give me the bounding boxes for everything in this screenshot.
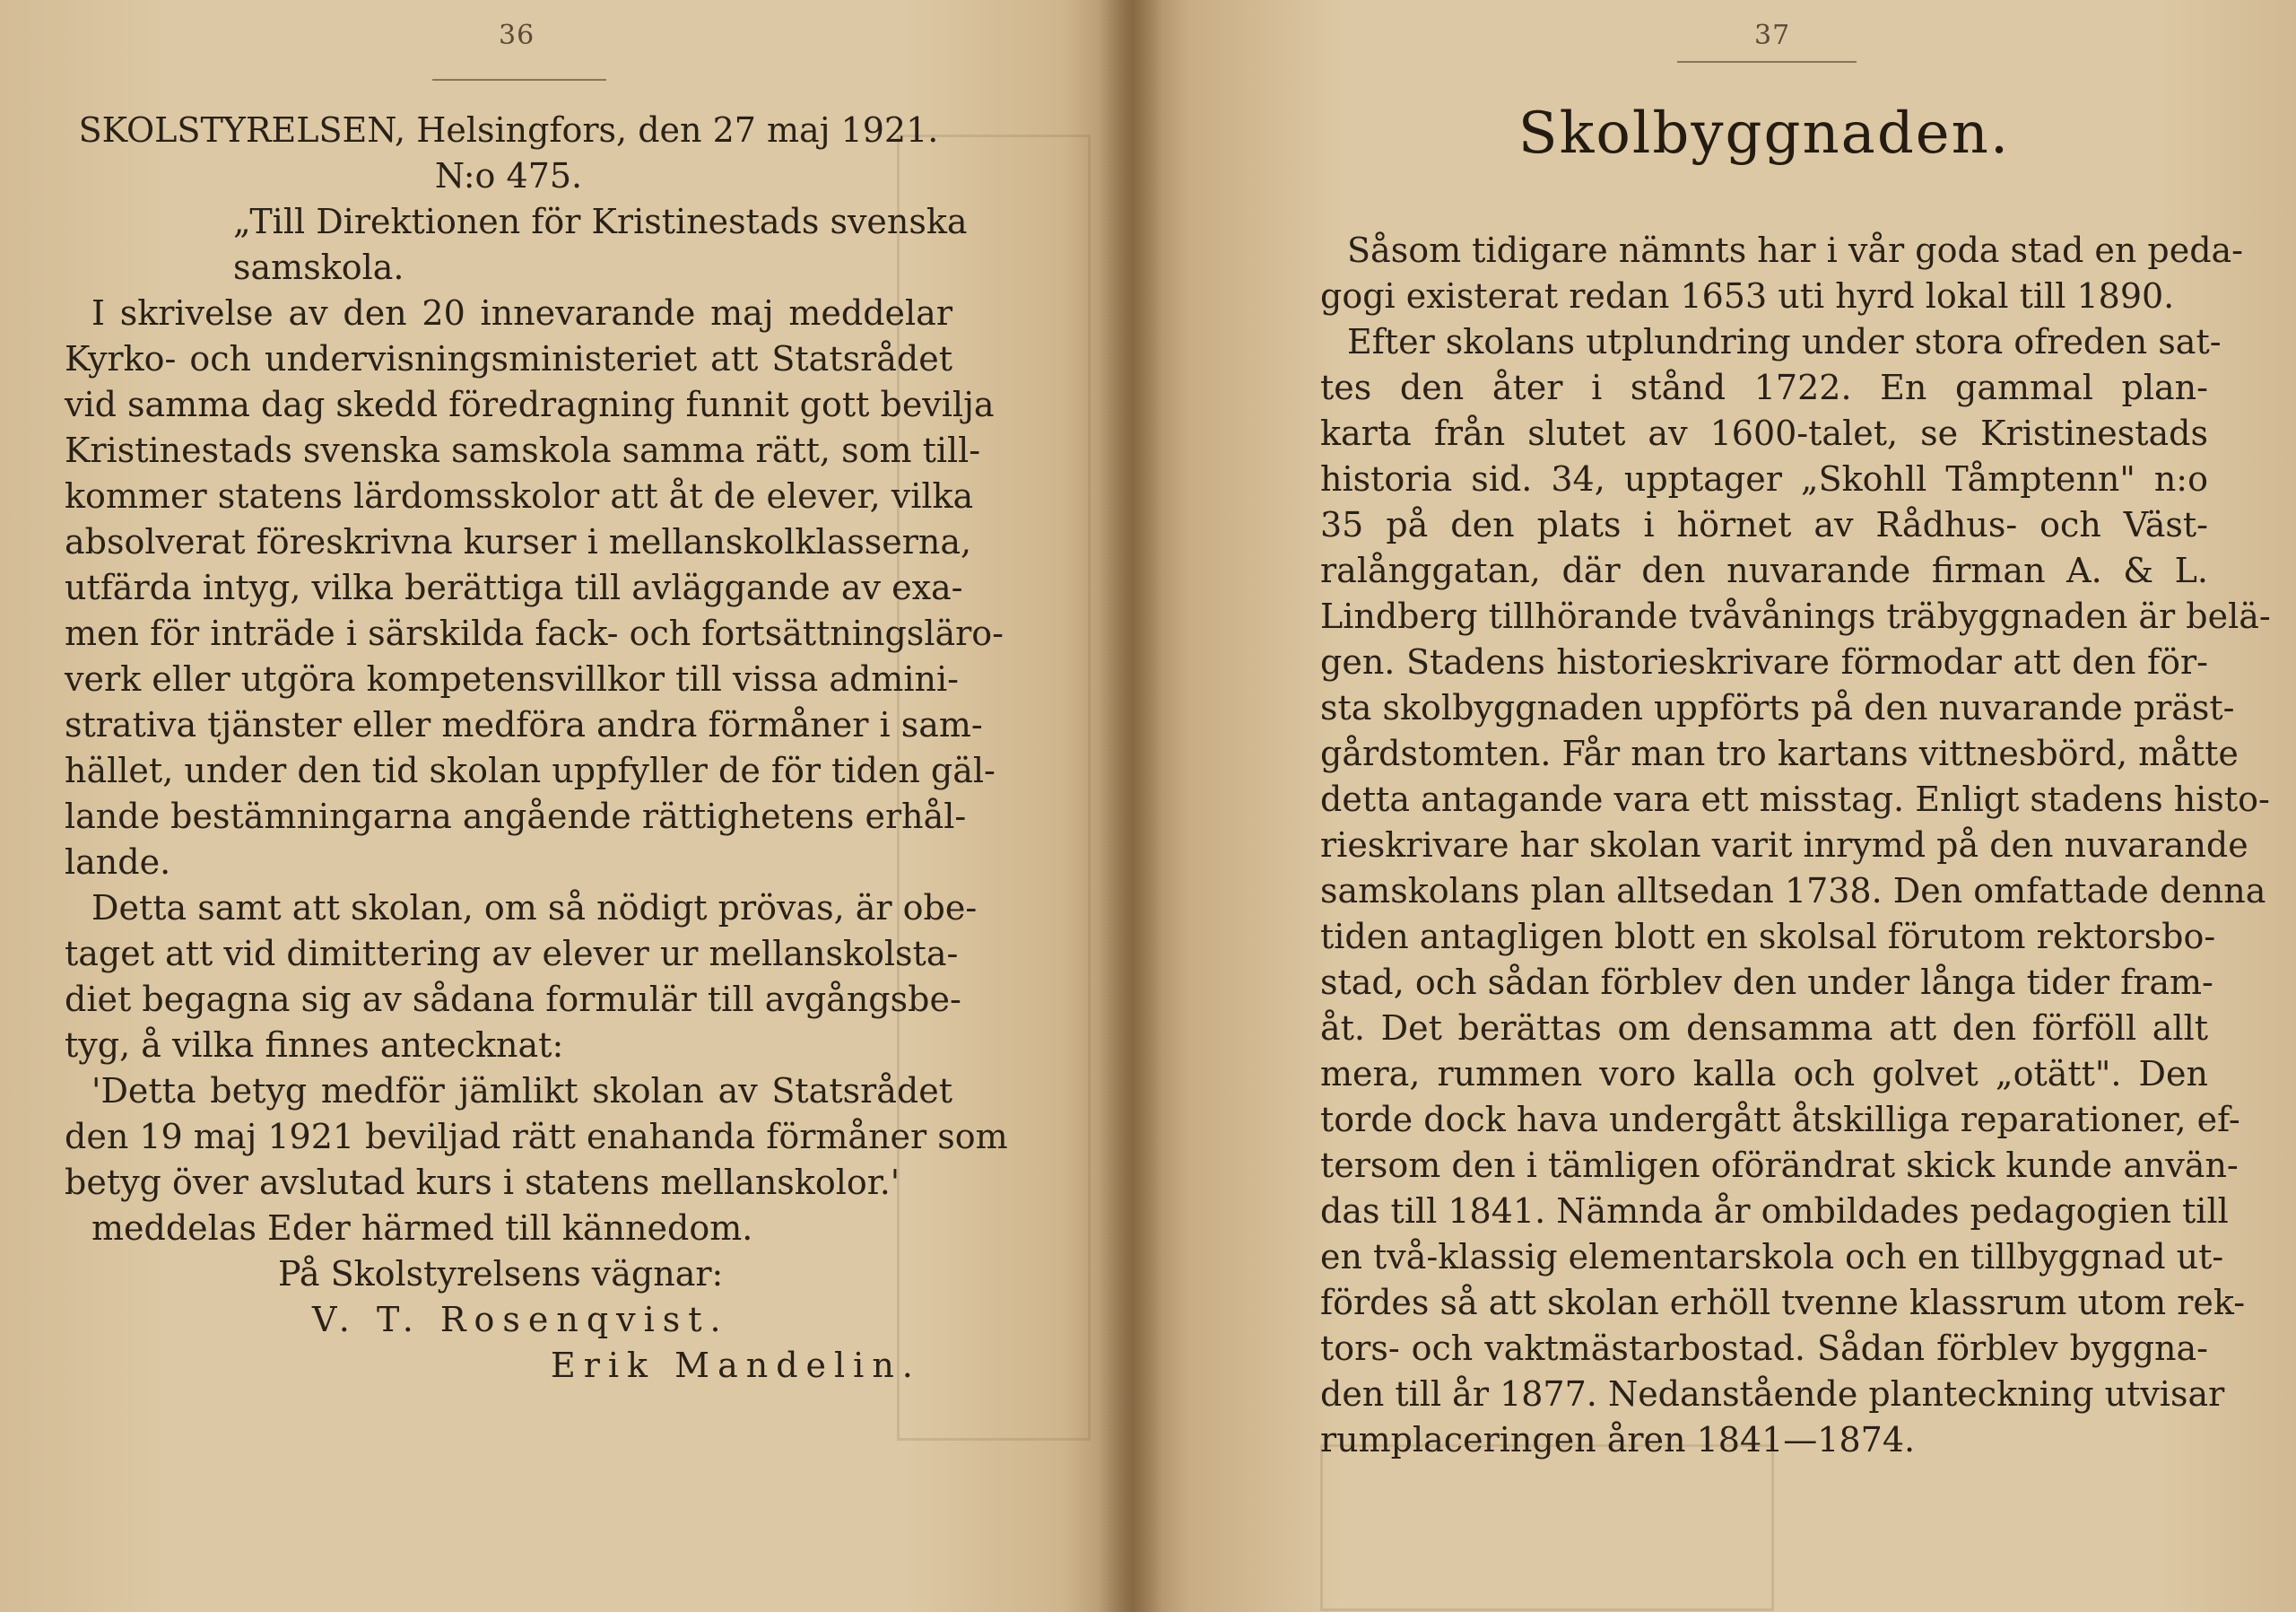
text-line: en två-klassig elementarskola och en tillbyggnad ut- — [1320, 1237, 2224, 1277]
text-line: Kristinestads svenska samskola samma rätt, som till- — [65, 431, 981, 470]
text-line: kommer statens lärdomsskolor att åt de elever, vilka — [65, 476, 974, 516]
text-line: tors- och vaktmästarbostad. Sådan förblev byggna- — [1320, 1329, 2208, 1368]
text-line: sta skolbyggnaden uppförts på den nuvarande präst- — [1320, 688, 2235, 728]
text-line: Såsom tidigare nämnts har i vår goda stad en peda- — [1347, 231, 2244, 270]
text-line: Lindberg tillhörande tvåvånings träbyggnaden är belä- — [1320, 597, 2271, 636]
text-line: rumplaceringen åren 1841—1874. — [1320, 1420, 1916, 1460]
text-line: I skrivelse av den 20 innevarande maj meddelar — [91, 293, 952, 333]
text-line: samskolans plan alltsedan 1738. Den omfattade denna — [1320, 871, 2266, 911]
text-line: tyg, å vilka finnes antecknat: — [65, 1025, 564, 1065]
text-line: diet begagna sig av sådana formulär till avgångsbe- — [65, 980, 961, 1019]
text-line: lande bestämningarna angående rättighetens erhål- — [65, 797, 967, 836]
right-page-text — [1320, 228, 2271, 1463]
text-line: SKOLSTYRELSEN, Helsingfors, den 27 maj 1921. — [78, 110, 939, 150]
text-line: vid samma dag skedd föredragning funnit gott bevilja — [65, 385, 995, 424]
text-line: gen. Stadens historieskrivare förmodar att den för- — [1320, 642, 2208, 682]
page-number-right: 37 — [1754, 20, 1791, 51]
text-line: den till år 1877. Nedanstående planteckning utvisar — [1320, 1374, 2225, 1414]
text-line: gårdstomten. Får man tro kartans vittnesbörd, måtte — [1320, 734, 2239, 773]
text-line: stad, och sådan förblev den under långa tider fram- — [1320, 963, 2213, 1002]
text-line: mera, rummen voro kalla och golvet „otätt". Den — [1320, 1054, 2208, 1094]
text-line: ralånggatan, där den nuvarande firman A. & L. — [1320, 551, 2208, 590]
text-line: tes den åter i stånd 1722. En gammal plan- — [1320, 368, 2208, 407]
left-page-text — [65, 108, 1008, 1389]
text-line: detta antagande vara ett misstag. Enligt stadens histo- — [1320, 780, 2270, 819]
text-line: 'Detta betyg medför jämlikt skolan av Statsrådet — [91, 1071, 952, 1111]
text-line: På Skolstyrelsens vägnar: — [278, 1254, 724, 1294]
text-line: tersom den i tämligen oförändrat skick kunde använ- — [1320, 1146, 2239, 1185]
text-line: Efter skolans utplundring under stora ofreden sat- — [1347, 322, 2222, 362]
text-line: Erik Mandelin. — [551, 1346, 921, 1385]
page-number-left: 36 — [499, 20, 535, 51]
chapter-title: Skolbyggnaden. — [1518, 100, 2011, 167]
text-line: absolverat föreskrivna kurser i mellanskolklasserna, — [65, 522, 972, 562]
text-line: meddelas Eder härmed till kännedom. — [91, 1208, 753, 1248]
text-line: strativa tjänster eller medföra andra förmåner i sam- — [65, 705, 983, 745]
text-line: gogi existerat redan 1653 uti hyrd lokal till 1890. — [1320, 276, 2175, 316]
text-line: taget att vid dimittering av elever ur mellanskolsta- — [65, 934, 959, 973]
text-line: verk eller utgöra kompetensvillkor till vissa admini- — [65, 659, 959, 699]
show-through-frame — [1320, 1444, 1774, 1611]
text-line: den 19 maj 1921 beviljad rätt enahanda förmåner som — [65, 1117, 1008, 1156]
text-line: hället, under den tid skolan uppfyller de för tiden gäl- — [65, 751, 996, 790]
text-line: N:o 475. — [434, 156, 583, 196]
text-line: rieskrivare har skolan varit inrymd på den nuvarande — [1320, 825, 2248, 865]
text-line: Detta samt att skolan, om så nödigt prövas, är obe- — [91, 888, 978, 928]
text-line: historia sid. 34, upptager „Skohll Tåmptenn" n:o — [1320, 459, 2208, 499]
text-line: utfärda intyg, vilka berättiga till avläggande av exa- — [65, 568, 963, 607]
text-line: karta från slutet av 1600-talet, se Kristinestads — [1320, 414, 2208, 453]
text-line: samskola. — [233, 248, 404, 287]
text-line: torde dock hava undergått åtskilliga reparationer, ef- — [1320, 1100, 2240, 1139]
text-line: „Till Direktionen för Kristinestads svenska — [233, 202, 968, 241]
text-line: betyg över avslutad kurs i statens mellanskolor.' — [65, 1163, 900, 1202]
text-line: V. T. Rosenqvist. — [312, 1300, 729, 1339]
book-gutter — [1099, 0, 1161, 1612]
text-line: fördes så att skolan erhöll tvenne klassrum utom rek- — [1320, 1283, 2246, 1322]
header-rule-left — [432, 79, 606, 81]
text-line: tiden antagligen blott en skolsal förutom rektorsbo- — [1320, 917, 2216, 956]
text-line: men för inträde i särskilda fack- och fortsättningsläro- — [65, 614, 1004, 653]
text-line: lande. — [65, 842, 171, 882]
text-line: 35 på den plats i hörnet av Rådhus- och Väst- — [1320, 505, 2208, 545]
text-line: åt. Det berättas om densamma att den förföll allt — [1320, 1008, 2208, 1048]
text-line: Kyrko- och undervisningsministeriet att Statsrådet — [65, 339, 952, 379]
header-rule-right — [1677, 61, 1857, 63]
text-line: das till 1841. Nämnda år ombildades pedagogien till — [1320, 1191, 2229, 1231]
